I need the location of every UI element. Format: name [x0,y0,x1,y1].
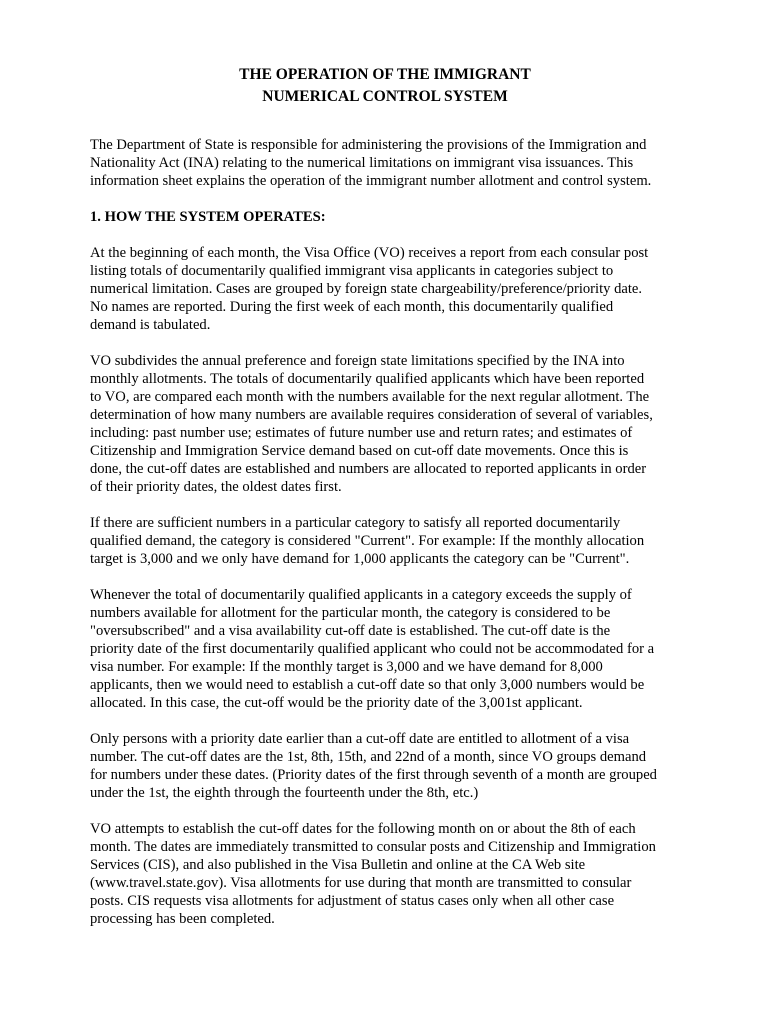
text-line: Citizenship and Immigration Service demand based on cut-off date movements. Once this is [90,443,629,459]
paragraph-cut-off-dates [90,730,680,802]
text-line: VO subdivides the annual preference and foreign state limitations specified by the INA into [90,353,625,369]
text-line: qualified demand, the category is considered "Current". For example: If the monthly allocation [90,533,645,549]
text-line: At the beginning of each month, the Visa Office (VO) receives a report from each consular post [90,245,649,261]
paragraph-visa-allotments [90,820,680,928]
text-line: information sheet explains the operation of the immigrant number allotment and control system. [90,173,652,189]
text-line: month. The dates are immediately transmitted to consular posts and Citizenship and Immigration [90,839,656,855]
text-line: for numbers under these dates. (Priority dates of the first through seventh of a month are grouped [90,767,657,783]
text-line: numbers available for allotment for the particular month, the category is considered to be [90,605,611,621]
text-line: posts. CIS requests visa allotments for adjustment of status cases only when all other case [90,893,615,909]
text-line: done, the cut-off dates are established and numbers are allocated to reported applicants in order [90,461,647,477]
text-line: numerical limitation. Cases are grouped by foreign state chargeability/preference/priority date. [90,281,643,297]
text-line: "oversubscribed" and a visa availability cut-off date is established. The cut-off date is the [90,623,611,639]
text-line: under the 1st, the eighth through the fourteenth under the 8th, etc.) [90,785,479,801]
text-line: of their priority dates, the oldest dates first. [90,479,342,495]
intro-paragraph [90,136,680,190]
paragraph-monthly-report [90,244,680,334]
text-line: to VO, are compared each month with the numbers available for the next regular allotment. The [90,389,650,405]
text-line: monthly allotments. The totals of documentarily qualified applicants which have been reported [90,371,645,387]
text-line: applicants, then we would need to establish a cut-off date so that only 3,000 numbers would be [90,677,645,693]
text-line: VO attempts to establish the cut-off dates for the following month on or about the 8th of each [90,821,636,837]
text-line: demand is tabulated. [90,317,211,333]
text-line: (www.travel.state.gov). Visa allotments for use during that month are transmitted to consular [90,875,632,891]
section-heading: 1. HOW THE SYSTEM OPERATES: [90,209,326,225]
text-line: If there are sufficient numbers in a particular category to satisfy all reported documentarily [90,515,621,531]
text-line: processing has been completed. [90,911,275,927]
text-line: determination of how many numbers are available requires consideration of several of variables, [90,407,653,423]
paragraph-oversubscribed [90,586,680,712]
title-line-1: THE OPERATION OF THE IMMIGRANT [239,66,531,83]
document-page [90,64,680,946]
text-line: The Department of State is responsible for administering the provisions of the Immigration and [90,137,647,153]
text-line: number. The cut-off dates are the 1st, 8th, 15th, and 22nd of a month, since VO groups demand [90,749,647,765]
text-line: Only persons with a priority date earlier than a cut-off date are entitled to allotment of a visa [90,731,630,747]
text-line: visa number. For example: If the monthly target is 3,000 and we have demand for 8,000 [90,659,603,675]
text-line: allocated. In this case, the cut-off would be the priority date of the 3,001st applicant. [90,695,583,711]
text-line: Services (CIS), and also published in the Visa Bulletin and online at the CA Web site [90,857,586,873]
text-line: target is 3,000 and we only have demand for 1,000 applicants the category can be "Current". [90,551,630,567]
text-line: listing totals of documentarily qualified immigrant visa applicants in categories subject to [90,263,614,279]
title-line-2: NUMERICAL CONTROL SYSTEM [262,88,508,105]
paragraph-monthly-allotments [90,352,680,496]
text-line: Whenever the total of documentarily qualified applicants in a category exceeds the supply of [90,587,632,603]
text-line: priority date of the first documentarily qualified applicant who could not be accommodated for a [90,641,655,657]
document-title [90,64,680,108]
text-line: including: past number use; estimates of future number use and return rates; and estimates of [90,425,633,441]
text-line: No names are reported. During the first week of each month, this documentarily qualified [90,299,614,315]
paragraph-current-category [90,514,680,568]
text-line: Nationality Act (INA) relating to the numerical limitations on immigrant visa issuances. This [90,155,634,171]
